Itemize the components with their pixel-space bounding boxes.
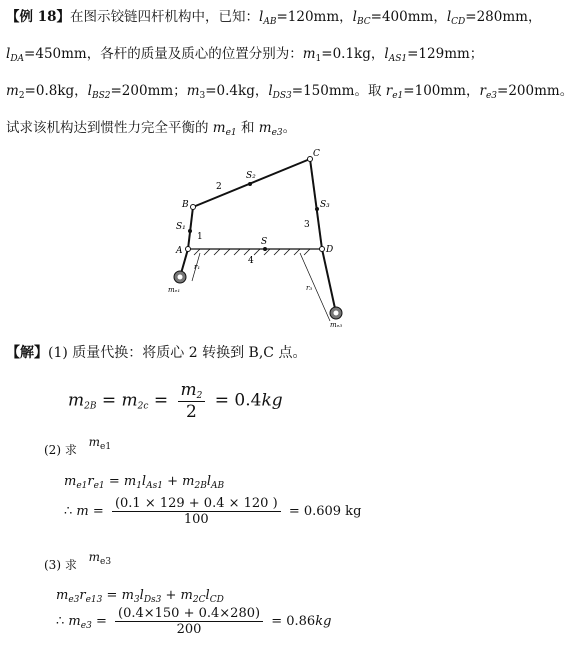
label-link-4: 4	[248, 256, 254, 266]
com-s1	[188, 229, 192, 233]
label-me3: mₑ₃	[330, 321, 343, 329]
eq1-fraction	[178, 380, 206, 422]
problem-line-1	[6, 7, 541, 32]
val-bs2: =200mm；	[110, 83, 187, 99]
equation-3-line: $m_{e3}r_{e13} = m_3l_{Ds3} + m_{2C}l_{CD}$	[56, 588, 224, 605]
label-b: B	[182, 200, 189, 210]
sub-bc: BC	[356, 17, 371, 27]
var-l: l	[6, 46, 11, 62]
sub-3: 3	[199, 91, 206, 101]
val-m3: =0.4kg，	[205, 83, 269, 99]
sub-e1: e1	[392, 91, 404, 101]
sub-ds3: DS3	[272, 91, 292, 101]
label-s3: S₃	[320, 200, 330, 210]
sub-1: 1	[315, 54, 322, 64]
label-re3: r₃	[306, 284, 313, 292]
eq3-fraction	[115, 606, 263, 637]
therefore-symbol: ∴	[56, 614, 65, 629]
step-3-var-sub: e3	[100, 557, 112, 567]
example-tag: 【例 18】	[6, 9, 70, 25]
eq3-unit: kg	[315, 614, 332, 629]
com-s	[263, 247, 267, 251]
and-text: 和	[236, 120, 259, 136]
therefore-symbol: ∴	[64, 504, 73, 519]
eq3-den: 200	[176, 622, 202, 637]
eq2-var: m	[76, 504, 89, 519]
val-da: =450mm，各杆的质量及质心的位置分别为：	[24, 46, 303, 62]
label-c: C	[313, 149, 320, 159]
var-m: m	[6, 83, 19, 99]
equation-2-line: $m_{e1}r_{e1} = m_1l_{As1} + m_{2B}l_{AB}$	[64, 474, 225, 491]
label-link-1: 1	[197, 232, 203, 242]
sub-2: 2	[18, 91, 25, 101]
eq2-num: (0.1 × 129 + 0.4 × 120 )	[112, 496, 281, 512]
problem-line-2	[6, 44, 483, 69]
var-r: r	[385, 83, 393, 99]
counterweight-me3-hub	[334, 311, 339, 316]
eq1-den: 2	[186, 402, 197, 422]
eq1-result: = 0.4	[214, 390, 262, 411]
problem-line-4	[6, 118, 296, 143]
eq1-lhs: m	[68, 390, 85, 411]
sub-e3: e3	[485, 91, 498, 101]
var-m: m	[212, 120, 226, 136]
question-text: 试求该机构达到惯性力完全平衡的	[6, 120, 213, 136]
var-l: l	[87, 83, 92, 99]
val-ab: =120mm，	[276, 9, 353, 25]
joint-a	[186, 247, 191, 252]
label-s1: S₁	[176, 222, 186, 232]
sub-ab: AB	[263, 17, 277, 27]
var-l: l	[259, 9, 264, 25]
sub-cd: CD	[451, 17, 466, 27]
label-link-2: 2	[216, 182, 222, 192]
eq1-equals: =	[101, 390, 117, 411]
var-l: l	[268, 83, 273, 99]
eq2-fraction	[112, 496, 281, 527]
equation-3: ∴ $m_{e3}$ = $\frac{(0.4\times 150 + 0.4\times 280)}{200}$ = 0.86kg	[56, 606, 332, 637]
sub-as1: AS1	[388, 54, 408, 64]
equation-2: ∴ m = $\frac{(0.1 \times 129 + 0.4 \times 120 )}{100}$ = 0.609 kg	[64, 496, 362, 527]
val-re1: =100mm，	[403, 83, 480, 99]
counterweight-arm-3	[322, 249, 336, 313]
counterweight-me1-hub	[178, 275, 183, 280]
joint-b	[191, 205, 196, 210]
val-as1: =129mm；	[407, 46, 484, 62]
period: 。	[282, 120, 297, 136]
equation-1	[68, 380, 283, 422]
com-s2	[248, 182, 252, 186]
solution-step-3	[6, 550, 112, 580]
label-a: A	[176, 246, 183, 256]
joint-c	[308, 157, 313, 162]
label-me1: mₑ₁	[168, 286, 181, 294]
var-l: l	[384, 46, 389, 62]
eq3-result: = 0.86	[271, 614, 316, 629]
eq3-num: (0.4×150 + 0.4×280)	[115, 606, 263, 622]
label-d: D	[326, 245, 334, 255]
ground-hatch	[194, 249, 310, 255]
label-re1: r₁	[194, 263, 201, 271]
step-2-text: (2) 求	[44, 443, 77, 457]
var-m: m	[302, 46, 316, 62]
problem-intro: 在图示铰链四杆机构中，已知：	[70, 9, 259, 25]
four-bar-mechanism-diagram	[160, 145, 360, 330]
var-m: m	[186, 83, 200, 99]
label-s: S	[261, 237, 268, 247]
val-ds3: =150mm。取	[291, 83, 386, 99]
eq1-mid-sub: 2c	[137, 401, 149, 412]
var-l: l	[446, 9, 452, 25]
val-re3: =200mm。	[497, 83, 573, 99]
eq1-unit: kg	[261, 390, 283, 411]
step-3-var: m	[88, 550, 101, 564]
sub-e1: e1	[225, 128, 237, 138]
val-cd: =280mm，	[465, 9, 542, 25]
sub-bs2: BS2	[91, 91, 111, 101]
eq1-equals-2: =	[153, 390, 169, 411]
eq2-result: = 0.609 kg	[288, 504, 362, 519]
label-s2: S₂	[246, 171, 256, 181]
var-r: r	[479, 83, 486, 99]
solution-step-1	[6, 343, 306, 363]
problem-line-3	[6, 81, 573, 106]
step-2-var: m	[88, 435, 101, 449]
eq1-num: m	[180, 380, 197, 400]
sub-e3: e3	[271, 128, 283, 138]
val-m1: =0.1kg，	[321, 46, 385, 62]
link-1-ab	[188, 207, 193, 249]
step-3-text: (3) 求	[44, 558, 77, 572]
com-s3	[315, 207, 319, 211]
val-m2: =0.8kg，	[24, 83, 88, 99]
eq2-den: 100	[183, 512, 209, 527]
step-1-text: (1) 质量代换：将质心 2 转换到 B,C 点。	[48, 345, 307, 361]
solution-tag: 【解】	[6, 345, 48, 361]
eq1-num-sub: 2	[196, 391, 203, 401]
label-link-3: 3	[304, 220, 310, 230]
sub-da: DA	[10, 54, 25, 64]
var-m: m	[258, 120, 272, 136]
step-2-var-sub: e1	[100, 442, 112, 452]
joint-d	[320, 247, 325, 252]
eq1-lhs-sub: 2B	[84, 401, 97, 412]
eq1-mid: m	[121, 390, 138, 411]
solution-step-2	[6, 435, 112, 465]
val-bc: =400mm，	[370, 9, 447, 25]
var-l: l	[352, 9, 357, 25]
